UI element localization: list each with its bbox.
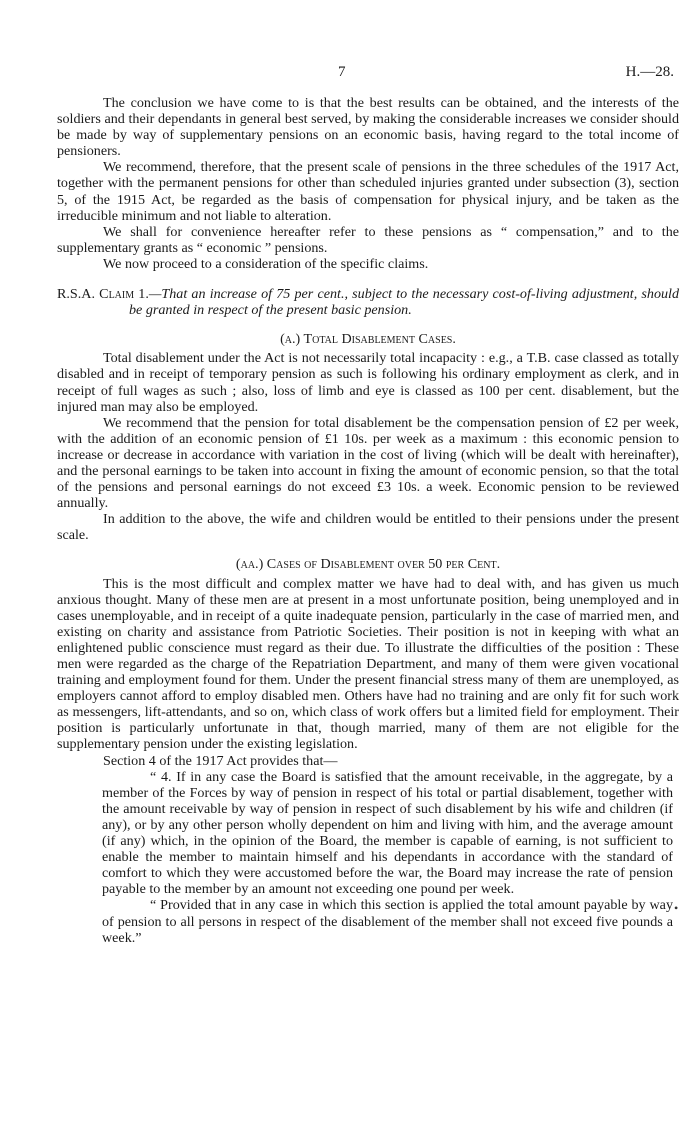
spacer [57,272,679,280]
paragraph: We now proceed to a consideration of the specific claims. [103,255,429,272]
paragraph: Section 4 of the 1917 Act provides that— [103,752,338,769]
paragraph: The conclusion we have come to is that the best results can be obtained, and the interests of the soldiers and their dependants in general best served, by making the considerable increases we consider should be made by way of supplementary pensions on an economic basis, having regard to the total income of pensioners. [57,95,679,160]
page-body [57,95,679,946]
paragraph: We shall for convenience hereafter refer to these pensions as “ compensation,” and to the supplementary grants as “ economic ” pensions. [57,223,679,256]
statute-quote [102,769,673,946]
claim-heading [57,286,679,318]
paragraph: We recommend that the pension for total disablement be the compensation pension of £2 per week, with the addition of an economic pension of £1 10s. per week as a maximum : this economic pension to increase or decrease in accordance with variation in the cost of living (which will be dealt with hereinafter), and the personal earnings to be taken into account in fixing the amount of economic pension, so that the total of the pensions and personal earnings do not exceed £3 10s. a week. Economic pension to be reviewed annually. [57,414,679,512]
quote-paragraph: “ Provided that in any case in which this section is applied the total amount payable by way of pension to all persons in respect of the disablement of the member shall not exceed five pounds a week.” [102,897,673,946]
page-number: 7 [338,64,346,80]
paragraph: In addition to the above, the wife and children would be entitled to their pensions under the present scale. [57,511,679,544]
paragraph: This is the most difficult and complex matter we have had to deal with, and has given us much anxious thought. Many of these men are at present in a most unfortunate position, being unemployed and in cases unemployable, and in receipt of a quite inadequate pension, particularly in the case of married men, and existing on charity and assistance from Patriotic Societies. Their position is not in keeping with what an enlightened public conscience must regard as their due. To illustrate the difficulties of the position : These men were regarded as the charge of the Repatriation Department, and many of them were given vocational training and employment found for them. Under the present financial stress many of them are unemployed, as employers cannot afford to employ disabled men. Others have had no training and are only fit for such work as messengers, lift-attendants, and so on, which class of work offers but a limited field for employment. Their position is particularly unfortunate in that, though married, many of them are not eligible for the supplementary pension under the existing legislation. [57,575,679,753]
paragraph: We recommend, therefore, that the present scale of pensions in the three schedules of the 1917 Act, together with the permanent pensions for other than scheduled injuries granted under subsection (3), section 5, of the 1915 Act, be regarded as the basis of compensation for physical injury, and be taken as the irreducible minimum and not liable to alteration. [57,159,679,224]
paragraph: Total disablement under the Act is not necessarily total incapacity : e.g., a T.B. case classed as totally disabled and in receipt of temporary pension as such is following his ordinary employment as clerk, and in receipt of full wages as such ; also, loss of limb and eye is classed as 100 per cent. disablement, but the injured man may also be employed. [57,350,679,415]
margin-mark: • [674,901,679,915]
document-reference: H.—28. [625,64,674,80]
section-heading-total-disablement: (a.) Total Disablement Cases. [280,331,456,348]
claim-label: R.S.A. Claim 1. [57,286,149,303]
claim-text: —That an increase of 75 per cent., subject to the necessary cost-of-living adjustment, should be granted in respect of the present basic pension. [129,286,679,319]
quote-paragraph: “ 4. If in any case the Board is satisfied that the amount receivable, in the aggregate, by a member of the Forces by way of pension in respect of his total or partial disablement, together with the amount receivable by way of pension in respect of such disablement by his wife and children (if any), or by any other person wholly dependent on him and living with him, and the average amount (if any) which, in the opinion of the Board, the member is capable of earning, is not sufficient to enable the member to maintain himself and his dependants in accordance with the standard of comfort to which they were accustomed before the war, the Board may increase the rate of pension payable to the member by an amount not exceeding one pound per week. [102,768,673,898]
section-heading-disablement-over-50: (aa.) Cases of Disablement over 50 per Cent. [235,556,501,573]
